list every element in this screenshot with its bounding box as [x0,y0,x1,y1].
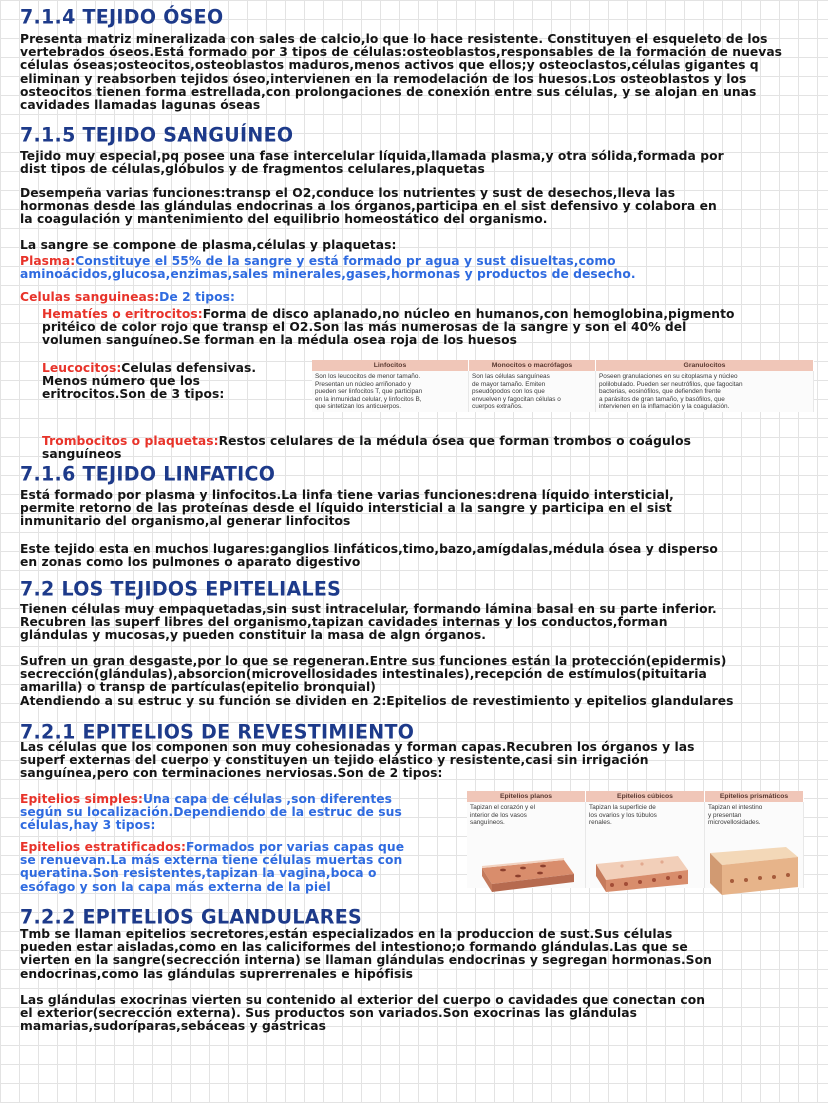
celulas-sanguineas [20,291,235,304]
simples-text: Una capa de células ,son diferentes según su localización.Dependiendo de la estruc de sus células,hay 3 tipos: [20,792,402,833]
table-header: Epitelios planos [467,791,586,802]
table-cell: Son los leucocitos de menor tamaño. Presentan un núcleo arriñonado y pueden ser linfocitos T, que participan en la inmunidad celular, y linfocitos B, que sintetizan los anticuerpos. [312,371,469,412]
paragraph-glandulares-1: Tmb se llaman epitelios secretores,están especializados en la produccion de sust.Sus células pueden estar aisladas,como en las caliciformes del intestiono;o formando glándulas.Las que se vierten en la sangre(secrección interna) se llaman glándulas endocrinas y segregan hormonas.Son endocrinas,como las glándulas suprerrenales e hipófisis [20,927,712,981]
simples-label: Epitelios simples: [20,792,143,806]
celulas-label: Celulas sanguineas: [20,290,160,304]
heading-tejido-linfatico: 7.1.6 TEJIDO LINFATICO [20,462,276,486]
paragraph-oseo: Presenta matriz mineralizada con sales de calcio,lo que lo hace resistente. Constituyen el esqueleto de los vertebrados óseos.Está formado por 3 tipos de células:osteoblastos,responsables de la formación de nuevas células óseas;osteocitos,osteoblastos maduros,menos activos que ellos;y osteoclastos,células gigantes q eliminan y reabsorben tejidos óseo,intervienen en la remodelación de los huesos.Los osteoblastos y los osteocitos tienen forma estrellada,con prolongaciones de conexión entre sus células, y se alojan en unas cavidades llamadas lagunas óseas [20,32,783,113]
trombocitos-text: Restos celulares de la médula ósea que forman trombos o coágulos sanguíneos [42,434,691,462]
paragraph-sanguineo-2: Desempeña varias funciones:transp el O2,conduce los nutrientes y sust de desechos,lleva las hormonas desde las glándulas endocrinas a los órganos,participa en el sist defensivo y colabora en la coagulación y mantenimiento del equilibrio homeostático del organismo. [20,186,717,227]
heading-epitelios-glandulares: 7.2.2 EPITELIOS GLANDULARES [20,905,362,929]
paragraph-linfatico-1: Está formado por plasma y linfocitos.La linfa tiene varias funciones:drena líquido intersticial, permite retorno de las proteínas desde el líquido intersticial a la sangre y participa en el sist inmunitario del organismo,al generar linfocitos [20,488,674,529]
plasma-text: Constituye el 55% de la sangre y está formado pr agua y sust disueltas,como aminoácidos,glucosa,enzimas,sales minerales,gases,hormonas y productos de desecho. [20,254,636,282]
paragraph-revestimiento: Las células que los componen son muy cohesionadas y forman capas.Recubren los órganos y las superf externas del cuerpo y constituyen un tejido elástico y resistente,casi sin irrigación sanguínea,pero con terminaciones nerviosas.Son de 2 tipos: [20,740,695,781]
paragraph-sanguineo-3: La sangre se compone de plasma,células y plaquetas: [20,238,397,252]
flat-epithelium-illustration [478,852,578,894]
epitelios-estratificados-definition [20,841,404,894]
paragraph-epiteliales-2: Sufren un gran desgaste,por lo que se regeneran.Entre sus funciones están la protección(epidermis) secrección(glándulas),absorcion(microvellosidades intestinales),recepción de estímulos(pituitaria amarilla) o transp de partículas(epitelio bronquial) Atendiendo a su estruc y su función se dividen en 2:Epitelios de revestimiento y epitelios glandulares [20,654,734,708]
hematies-text: Forma de disco aplanado,no núcleo en humanos,con hemoglobina,pigmento pritéico de color rojo que transp el O2.Son las más numerosas de la sangre y son el 40% del volumen sanguíneo.Se forman en la médula osea roja de los huesos [42,307,735,348]
leucocitos-text: Celulas defensivas. Menos número que los eritrocitos.Son de 3 tipos: [42,361,257,402]
epitelios-simples-definition [20,793,402,833]
table-cell: Tapizan el corazón y el interior de los vasos sanguíneos. [467,802,586,888]
paragraph-glandulares-2: Las glándulas exocrinas vierten su contenido al exterior del cuerpo o cavidades que conectan con el exterior(secrección externa). Sus productos son variados.Son exocrinas las glándulas mamarias,sudoríparas,sebáceas y gástricas [20,993,706,1034]
prismatic-epithelium-illustration [706,843,802,897]
trombocitos-label: Trombocitos o plaquetas: [42,434,219,448]
hematies-label: Hematíes o eritrocitos: [42,307,203,321]
estratificados-text: Formados por varias capas que se renuevan.La más externa tiene células muertas con queratina.Son resistentes,tapizan la vagina,boca o esófago y son la capa más externa de la piel [20,840,405,894]
plasma-label: Plasma: [20,254,76,268]
table-cell: Tapizan la superficie de los ovarios y los túbulos renales. [586,802,705,888]
cubic-epithelium-illustration [592,850,692,894]
table-header: Monocitos o macrófagos [469,360,596,371]
trombocitos-definition [42,435,691,461]
heading-tejidos-epiteliales: 7.2 LOS TEJIDOS EPITELIALES [20,577,342,601]
paragraph-sanguineo-1: Tejido muy especial,pq posee una fase intercelular líquida,llamada plasma,y otra sólida,formada por dist tipos de células,glóbulos y de fragmentos celulares,plaquetas [20,149,724,177]
paragraph-linfatico-2: Este tejido esta en muchos lugares:ganglios linfáticos,timo,bazo,amígdalas,médula ósea y disperso en zonas como los pulmones o aparato digestivo [20,542,718,570]
leucocitos-table [312,360,814,412]
table-header: Epitelios cúbicos [586,791,705,802]
leucocitos-definition [42,362,256,402]
table-cell: Son las células sanguíneas de mayor tamaño. Emiten pseudópodos con los que envuelven y fagocitan células o cuerpos extraños. [469,371,596,412]
hematies-definition [42,308,735,348]
heading-tejido-sanguineo: 7.1.5 TEJIDO SANGUÍNEO [20,123,294,147]
table-header: Granulocitos [596,360,814,371]
estratificados-label: Epitelios estratificados: [20,840,186,854]
heading-tejido-oseo: 7.1.4 TEJIDO ÓSEO [20,5,224,29]
table-cell: Tapizan el intestino y presentan microvellosidades. [705,802,804,888]
table-header: Epitelios prismáticos [705,791,804,802]
plasma-definition [20,255,636,281]
table-cell: Poseen granulaciones en su citoplasma y núcleo polilobulado. Pueden ser neutrófilos, que fagocitan bacterias, eosinófilos, que defienden frente a parásitos de gran tamaño, y basófilos, que intervienen en la inflamación y la coagulación. [596,371,814,412]
celulas-text: De 2 tipos: [159,290,235,304]
paragraph-epiteliales-1: Tienen células muy empaquetadas,sin sust intracelular, formando lámina basal en su parte inferior. Recubren las superf libres del organismo,tapizan cavidades internas y los conductos,forman glándulas y mucosas,y pueden constituir la masa de algn órganos. [20,602,717,643]
heading-epitelios-revestimiento: 7.2.1 EPITELIOS DE REVESTIMIENTO [20,720,415,744]
leucocitos-label: Leucocitos: [42,361,122,375]
table-header: Linfocitos [312,360,469,371]
